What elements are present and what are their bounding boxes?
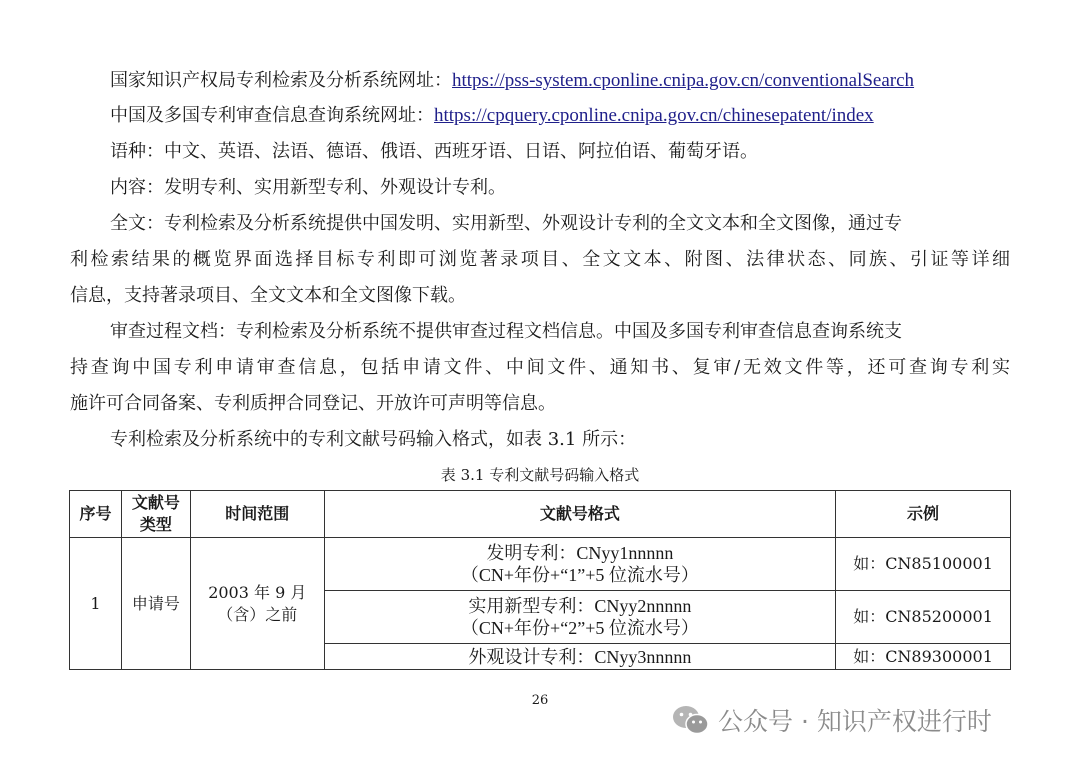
- number-format-table: [69, 490, 1011, 670]
- query-url-line: [110, 104, 874, 128]
- content-paragraph: 内容：发明专利、实用新型专利、外观设计专利。: [110, 177, 506, 198]
- table-caption: 表 3.1 专利文献号码输入格式: [440, 466, 640, 484]
- cell-format-invention: [324, 538, 835, 591]
- header-type: [121, 491, 190, 538]
- wechat-icon: [672, 704, 710, 736]
- header-type-line-1: 文献号: [131, 493, 180, 512]
- exam-paragraph-line-2: 持查询中国专利申请审查信息，包括申请文件、中间文件、通知书、复审/无效文件等，还可查询专利实: [70, 357, 1010, 378]
- search-url-label: 国家知识产权局专利检索及分析系统网址：: [110, 70, 452, 91]
- table-header-row: [70, 491, 1011, 538]
- fulltext-paragraph-line-1: 全文：专利检索及分析系统提供中国发明、实用新型、外观设计专利的全文文本和全文图像，通过专: [110, 213, 902, 234]
- cell-period: [190, 538, 324, 670]
- cell-period-line-1: 2003 年 9 月: [208, 582, 307, 602]
- exam-paragraph-line-1: 审查过程文档：专利检索及分析系统不提供审查过程文档信息。中国及多国专利审查信息查询系统支: [110, 321, 902, 342]
- cell-example-utility: 如：CN85200001: [836, 591, 1011, 644]
- format-design-line-1: 外观设计专利：CNyy3nnnnn: [468, 646, 692, 667]
- cell-no: 1: [70, 538, 122, 670]
- format-utility-line-1: 实用新型专利：CNyy2nnnnn: [468, 596, 692, 616]
- page-number: 26: [531, 693, 549, 708]
- format-invention-line-2: （CN+年份+“1”+5 位流水号）: [460, 565, 699, 585]
- header-type-line-2: 类型: [139, 515, 172, 534]
- query-url-link[interactable]: https://cpquery.cponline.cnipa.gov.cn/chinesepatent/index: [434, 105, 874, 126]
- watermark-text: 公众号 · 知识产权进行时: [718, 707, 992, 736]
- table-row: [70, 538, 1011, 591]
- cell-format-utility: [324, 591, 835, 644]
- format-invention-line-1: 发明专利：CNyy1nnnnn: [486, 543, 674, 563]
- header-period: 时间范围: [190, 491, 324, 538]
- cell-example-design: 如：CN89300001: [836, 644, 1011, 670]
- fulltext-paragraph-line-2: 利检索结果的概览界面选择目标专利即可浏览著录项目、全文文本、附图、法律状态、同族、引证等详细: [70, 249, 1010, 270]
- fulltext-paragraph-line-3: 信息，支持著录项目、全文文本和全文图像下载。: [70, 285, 466, 306]
- header-example: 示例: [836, 491, 1011, 538]
- header-format: 文献号格式: [324, 491, 835, 538]
- cell-format-design: [324, 644, 835, 670]
- search-url-line: [110, 69, 914, 93]
- query-url-label: 中国及多国专利审查信息查询系统网址：: [110, 105, 434, 126]
- format-intro-paragraph: 专利检索及分析系统中的专利文献号码输入格式，如表 3.1 所示：: [110, 429, 637, 450]
- format-utility-line-2: （CN+年份+“2”+5 位流水号）: [460, 618, 699, 638]
- header-no: 序号: [70, 491, 122, 538]
- cell-type: 申请号: [121, 538, 190, 670]
- exam-paragraph-line-3: 施许可合同备案、专利质押合同登记、开放许可声明等信息。: [70, 393, 556, 414]
- cell-example-invention: 如：CN85100001: [836, 538, 1011, 591]
- cell-period-line-2: （含）之前: [217, 604, 298, 624]
- watermark: [672, 700, 992, 740]
- languages-paragraph: 语种：中文、英语、法语、德语、俄语、西班牙语、日语、阿拉伯语、葡萄牙语。: [110, 141, 758, 162]
- search-url-link[interactable]: https://pss-system.cponline.cnipa.gov.cn/conventionalSearch: [452, 70, 915, 91]
